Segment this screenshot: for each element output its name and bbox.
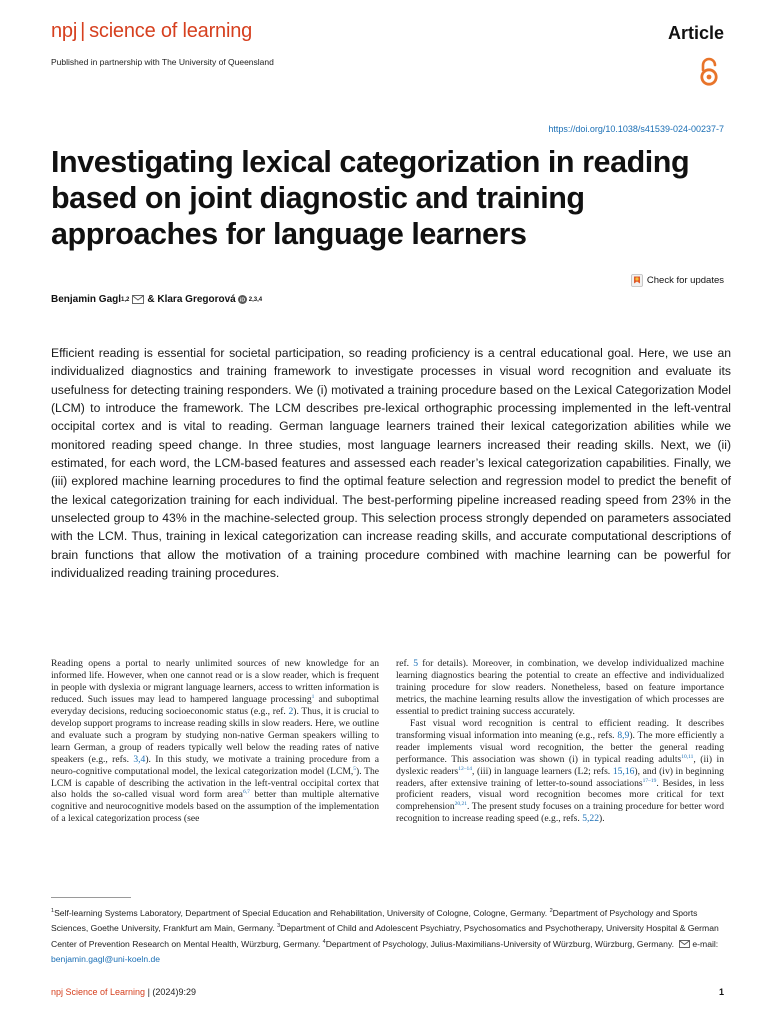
journal-masthead (51, 20, 252, 43)
footer-journal-name[interactable]: npj Science of Learning (51, 987, 146, 997)
author-list (51, 294, 262, 305)
journal-name: science of learning (89, 20, 253, 42)
envelope-icon (679, 940, 690, 948)
citation-link[interactable]: 5 (353, 765, 357, 772)
email-label: e-mail: (692, 938, 719, 949)
body-paragraph: Fast visual word recognition is central to efficient reading. It describes transforming visual information into meaning (e.g., refs. 8,9). The more efficiently a reader implements visual word recognition, the better the general reading performance. This association was shown (i) in typical reading adults$^{10,11}$, (ii) in dyslexic readers$^{12-14}$, (iii) in language learners (L2; refs. 15,16), and (iv) in beginning readers, after extensive training of letter-to-sound associations$^{17-19}$. Besides, in less proficient readers, visual word recognition becomes more critical for text comprehension$^{20,21}$. The present study focuses on a training procedure for better word recognition to increase reading speed (e.g., refs. 5,22). (396, 717, 724, 825)
citation-link[interactable]: 10,11 (681, 753, 694, 760)
page-number: 1 (718, 987, 724, 997)
affiliations-footnote: $^1$Self-learning Systems Laboratory, Department of Special Education and Rehabilitation, University of Cologne, Cologne, Germany. $^2$Department of Psychology and Sports Sciences, Goethe University, Frankfurt am Main, Germany. $^3$Department of Child and Adolescent Psychiatry, Psychosomatics and Psychotherapy, University Hospital & German Center of Prevention Research on Mental Health, Würzburg, Germany. $^4$Department of Psychology, Julius-Maximilians-University of Würzburg, Würzburg, Germany. e-mail: benjamin.gagl@uni-koeln.de (51, 908, 719, 964)
citation-link[interactable]: 8,9 (617, 729, 630, 741)
body-paragraph: ref. 5 for details). Moreover, in combination, we develop individualized machine learning diagnostics bearing the potential to create an effective and individualized training procedure for slow readers. Nonetheless, based on feature importance metrics, the machine learning results allow the investigation of which processes are essential to predict training success accurately. (396, 658, 724, 717)
citation-link[interactable]: 3,4 (133, 753, 146, 765)
author-affiliation: 2,3,4 (248, 296, 263, 303)
check-for-updates-icon (631, 274, 643, 287)
body-column-left (51, 658, 379, 825)
body-column-right (396, 658, 724, 825)
footer-separator: | (145, 987, 153, 997)
page-footer (51, 987, 724, 997)
citation-link[interactable]: 17–19 (642, 777, 657, 784)
citation-link[interactable]: 20,21 (454, 801, 467, 808)
email-link[interactable]: benjamin.gagl@uni-koeln.de (51, 953, 161, 964)
citation-link[interactable]: 2 (288, 705, 294, 717)
body-paragraph: Reading opens a portal to nearly unlimited sources of new knowledge for an informed life. However, when one cannot read or is a slow reader, which is frequent in people with dyslexia or migrant language learners, access to written information is reduced. Such issues may lead to hampered language processing$^1$ and suboptimal everyday decisions, reducing socioeconomic status (e.g., ref. 2). Thus, it is crucial to develop support programs to increase reading skills in slow readers. Here, we outline and evaluate such a program by studying non-native German speakers willing to learn German, a group of readers typically well below the reading rates of native speakers (e.g., refs. 3,4). In this study, we motivate a training procedure from a neuro-cognitive computational model, the lexical categorization model (LCM,$^5$). The LCM is capable of describing the activation in the left-ventral occipital cortex that also holds the so-called visual word form area$^{6,7}$ better than multiple alternative cognitive and neurocognitive models based on the assumption of the implementation of a lexical categorization process (see (51, 658, 380, 825)
citation-link[interactable]: 15,16 (612, 765, 635, 777)
citation-link[interactable]: 1 (311, 693, 315, 700)
citation-link[interactable]: 6,7 (242, 789, 250, 796)
abstract: Efficient reading is essential for societal participation, so reading proficiency is a central educational goal. Here, we use an individualized diagnostics and training framework to investigate processes in visual word recognition and evaluate its usefulness for detecting training responders. We (i) motivated a training procedure based on the Lexical Categorization Model (LCM) to introduce the framework. The LCM describes pre-lexical orthographic processing implemented in the left-ventral occipital cortex and is vital to reading. German language learners trained their lexical categorization abilities while we monitored reading speed change. In three studies, most language learners increased their reading skills. Next, we (ii) estimated, for each word, the LCM-based features and assessed each reader’s lexical categorization capabilities. Finally, we (iii) explored machine learning procedures to find the optimal feature selection and regression model to predict the benefit of the lexical categorization training for each individual. The best-performing pipeline increased reading speed from 23% in the unselected group to 43% in the machine-selected group. This selection process strongly depended on parameters associated with the LCM. Thus, training in lexical categorization can increase reading skills, and accurate computational descriptions of brain functions that allow the motivation of a training procedure combined with machine learning can be powerful for individualized reading training procedures. (51, 346, 731, 581)
envelope-icon[interactable] (132, 295, 144, 304)
citation-link[interactable]: 5,22 (582, 813, 599, 825)
open-access-icon (697, 56, 721, 88)
check-for-updates-label: Check for updates (646, 275, 724, 286)
author-name[interactable]: Klara Gregorová (157, 294, 236, 305)
author-name[interactable]: Benjamin Gagl (51, 294, 122, 305)
journal-brand: npj (51, 20, 78, 42)
author-connector: & (147, 294, 155, 305)
orcid-icon[interactable] (238, 295, 247, 304)
article-type-label: Article (667, 23, 724, 43)
footer-citation: (2024)9:29 (152, 987, 196, 997)
partnership-note: Published in partnership with The University of Queensland (51, 57, 274, 67)
footnote-divider (51, 897, 131, 898)
citation-link[interactable]: 5 (413, 658, 419, 669)
check-for-updates-button[interactable] (631, 274, 724, 287)
author-affiliation: 1,2 (121, 296, 130, 303)
article-body (51, 658, 724, 825)
doi-link[interactable]: https://doi.org/10.1038/s41539-024-00237-7 (548, 124, 724, 134)
article-title: Investigating lexical categorization in reading based on joint diagnostic and training approaches for language learners (51, 145, 690, 251)
masthead-separator: | (80, 20, 86, 42)
citation-link[interactable]: 12–14 (458, 765, 473, 772)
svg-text:iD: iD (239, 297, 245, 304)
